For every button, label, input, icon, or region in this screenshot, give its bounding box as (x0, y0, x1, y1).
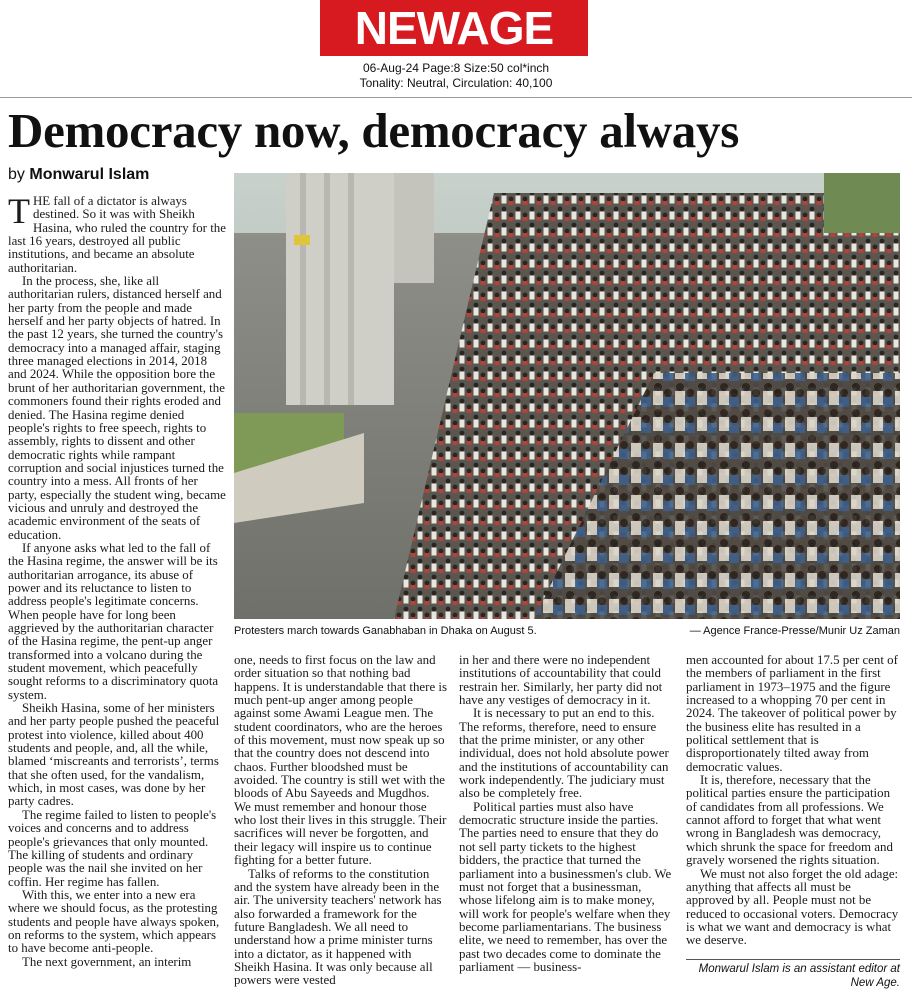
article-headline: Democracy now, democracy always (8, 103, 739, 158)
paragraph: It is, therefore, necessary that the political parties ensure the participation of candidates from all professions. We cannot afford to forget that what went wrong in Bangladesh was democracy, which shrunk the space for freedom and gravely worsened the rights situation. (686, 773, 893, 868)
article-column-2 (234, 654, 448, 988)
paragraph: It is necessary to put an end to this. The reforms, therefore, need to ensure that the prime minister, or any other individual, does not hold absolute power and the institutions of accountability can work independently. The judiciary must also be completely free. (459, 706, 669, 801)
paragraph: Talks of reforms to the constitution and the system have already been in the air. The university teachers' network has also forwarded a framework for the future Bangladesh. We all need to understand how a prime minister turns into a dictator, as it happened with Sheikh Hasina. It was only because all powers were vested (234, 866, 442, 988)
byline-prefix: by (8, 166, 25, 183)
paragraph: men accounted for about 17.5 per cent of the members of parliament in the first parliament in 1973–1975 and the figure increased to a whopping 70 per cent in 2024. The takeover of political power by the business elite has resulted in a political settlement that is disproportionately tilted away from democratic values. (686, 653, 898, 774)
paragraph: Political parties must also have democratic structure inside the parties. The parties need to ensure that they do not sell party tickets to the highest bidders, the practice that turned the parliament into a businessmen's club. We must not forget that a businessman, whose lifelong aim is to make money, will work for people's welfare when they become parliamentarians. The business elite, we need to remember, has over the past two decades come to dominate the parliament — business- (459, 799, 672, 974)
author-bio: Monwarul Islam is an assistant editor at New Age. (698, 963, 900, 989)
author-name: Monwarul Islam (29, 166, 150, 183)
header-divider (0, 97, 912, 98)
paragraph: in her and there were no independent institutions of accountability that could restrain her. Similarly, her party did not have any vestiges of democracy in it. (459, 653, 663, 708)
paragraph: We must not also forget the old adage: anything that affects all must be approved by all. People must not be reduced to occasional voters. Democracy is what we want and democracy is what we deserve. (686, 866, 899, 948)
paragraph: The regime failed to listen to people's voices and concerns and to address people's grievances that only mounted. The killing of students and ordinary people was the nail she invited on her coffin. Her regime has fallen. (8, 807, 217, 889)
newspaper-logo: NEWAGE (354, 2, 554, 54)
article-column-1 (8, 191, 226, 969)
paragraph: The next government, an interim (22, 954, 192, 969)
clip-meta-date-page: 06-Aug-24 Page:8 Size:50 col*inch (362, 61, 550, 75)
paragraph: If anyone asks what led to the fall of the Hasina regime, the answer will be its authoritarian arrogance, its abuse of power and its reluctance to listen to address people's legitimate concerns. When people have for long been aggrieved by the authoritarian character of the Hasina regime, the pent-up anger transformed into a volcano during the student movement, which peacefully sought reforms to a discriminatory quota system. (8, 540, 219, 702)
paragraph: With this, we enter into a new era where we should focus, as the protesting students and people have always spoken, on reforms to the system, which appears to have become anti-people. (8, 887, 220, 956)
photo-caption: Protesters march towards Ganabhaban in Dhaka on August 5. (234, 625, 537, 637)
author-bio-divider (686, 959, 900, 960)
article-column-3 (459, 654, 675, 974)
clip-meta-tonality: Tonality: Neutral, Circulation: 40,100 (359, 76, 553, 90)
protest-photo (234, 173, 900, 619)
paragraph: Sheikh Hasina, some of her ministers and her party people pushed the peaceful protest into violence, killed about 400 students and people, and, all the while, blamed ‘miscreants and terrorists’, terms that she often used, for the vandalism, which, in most cases, was done by her party cadres. (8, 701, 220, 809)
paragraph: one, needs to first focus on the law and order situation so that nothing bad happens. It is understandable that there is much pent-up anger among people against some Awami League men. The student coordinators, who are the heroes of this movement, must now speak up so that the country does not descend into chaos. Further bloodshed must be avoided. The country is still wet with the bloods of Abu Sayeeds and Mugdhos. We must remember and honour those who lost their lives in this struggle. Their sacrifices will never be forgotten, and their legacy will inspire us to continue fighting for a better future. (234, 653, 447, 868)
photo-credit: — Agence France-Presse/Munir Uz Zaman (689, 625, 900, 637)
photo-caption-row (234, 625, 900, 637)
paragraph: In the process, she, like all authoritarian rulers, distanced herself and her party from the people and made herself and her party objects of hatred. In the past 12 years, she turned the country's democracy into a managed affair, staging three managed elections in 2014, 2018 and 2024. While the opposition bore the brunt of her authoritarian government, the commoners found their rights eroded and denied. The Hasina regime denied people's rights to free speech, rights to assembly, rights to dissent and other democratic rights while rampant corruption and social injustices turned the country into a mess. All fronts of her party, especially the student wing, became vicious and unruly and destroyed the academic environment of the seats of education. (8, 274, 226, 542)
drop-cap: T (8, 191, 30, 231)
byline (8, 166, 149, 184)
masthead-logo (320, 0, 588, 56)
first-paragraph (8, 191, 226, 275)
first-paragraph-text: HE fall of a dictator is always destined. So it was with Sheikh Hasina, who ruled the country for the last 16 years, destroyed all public institutions, and became an absolute authoritarian. (8, 194, 226, 275)
article-column-4 (686, 654, 900, 948)
